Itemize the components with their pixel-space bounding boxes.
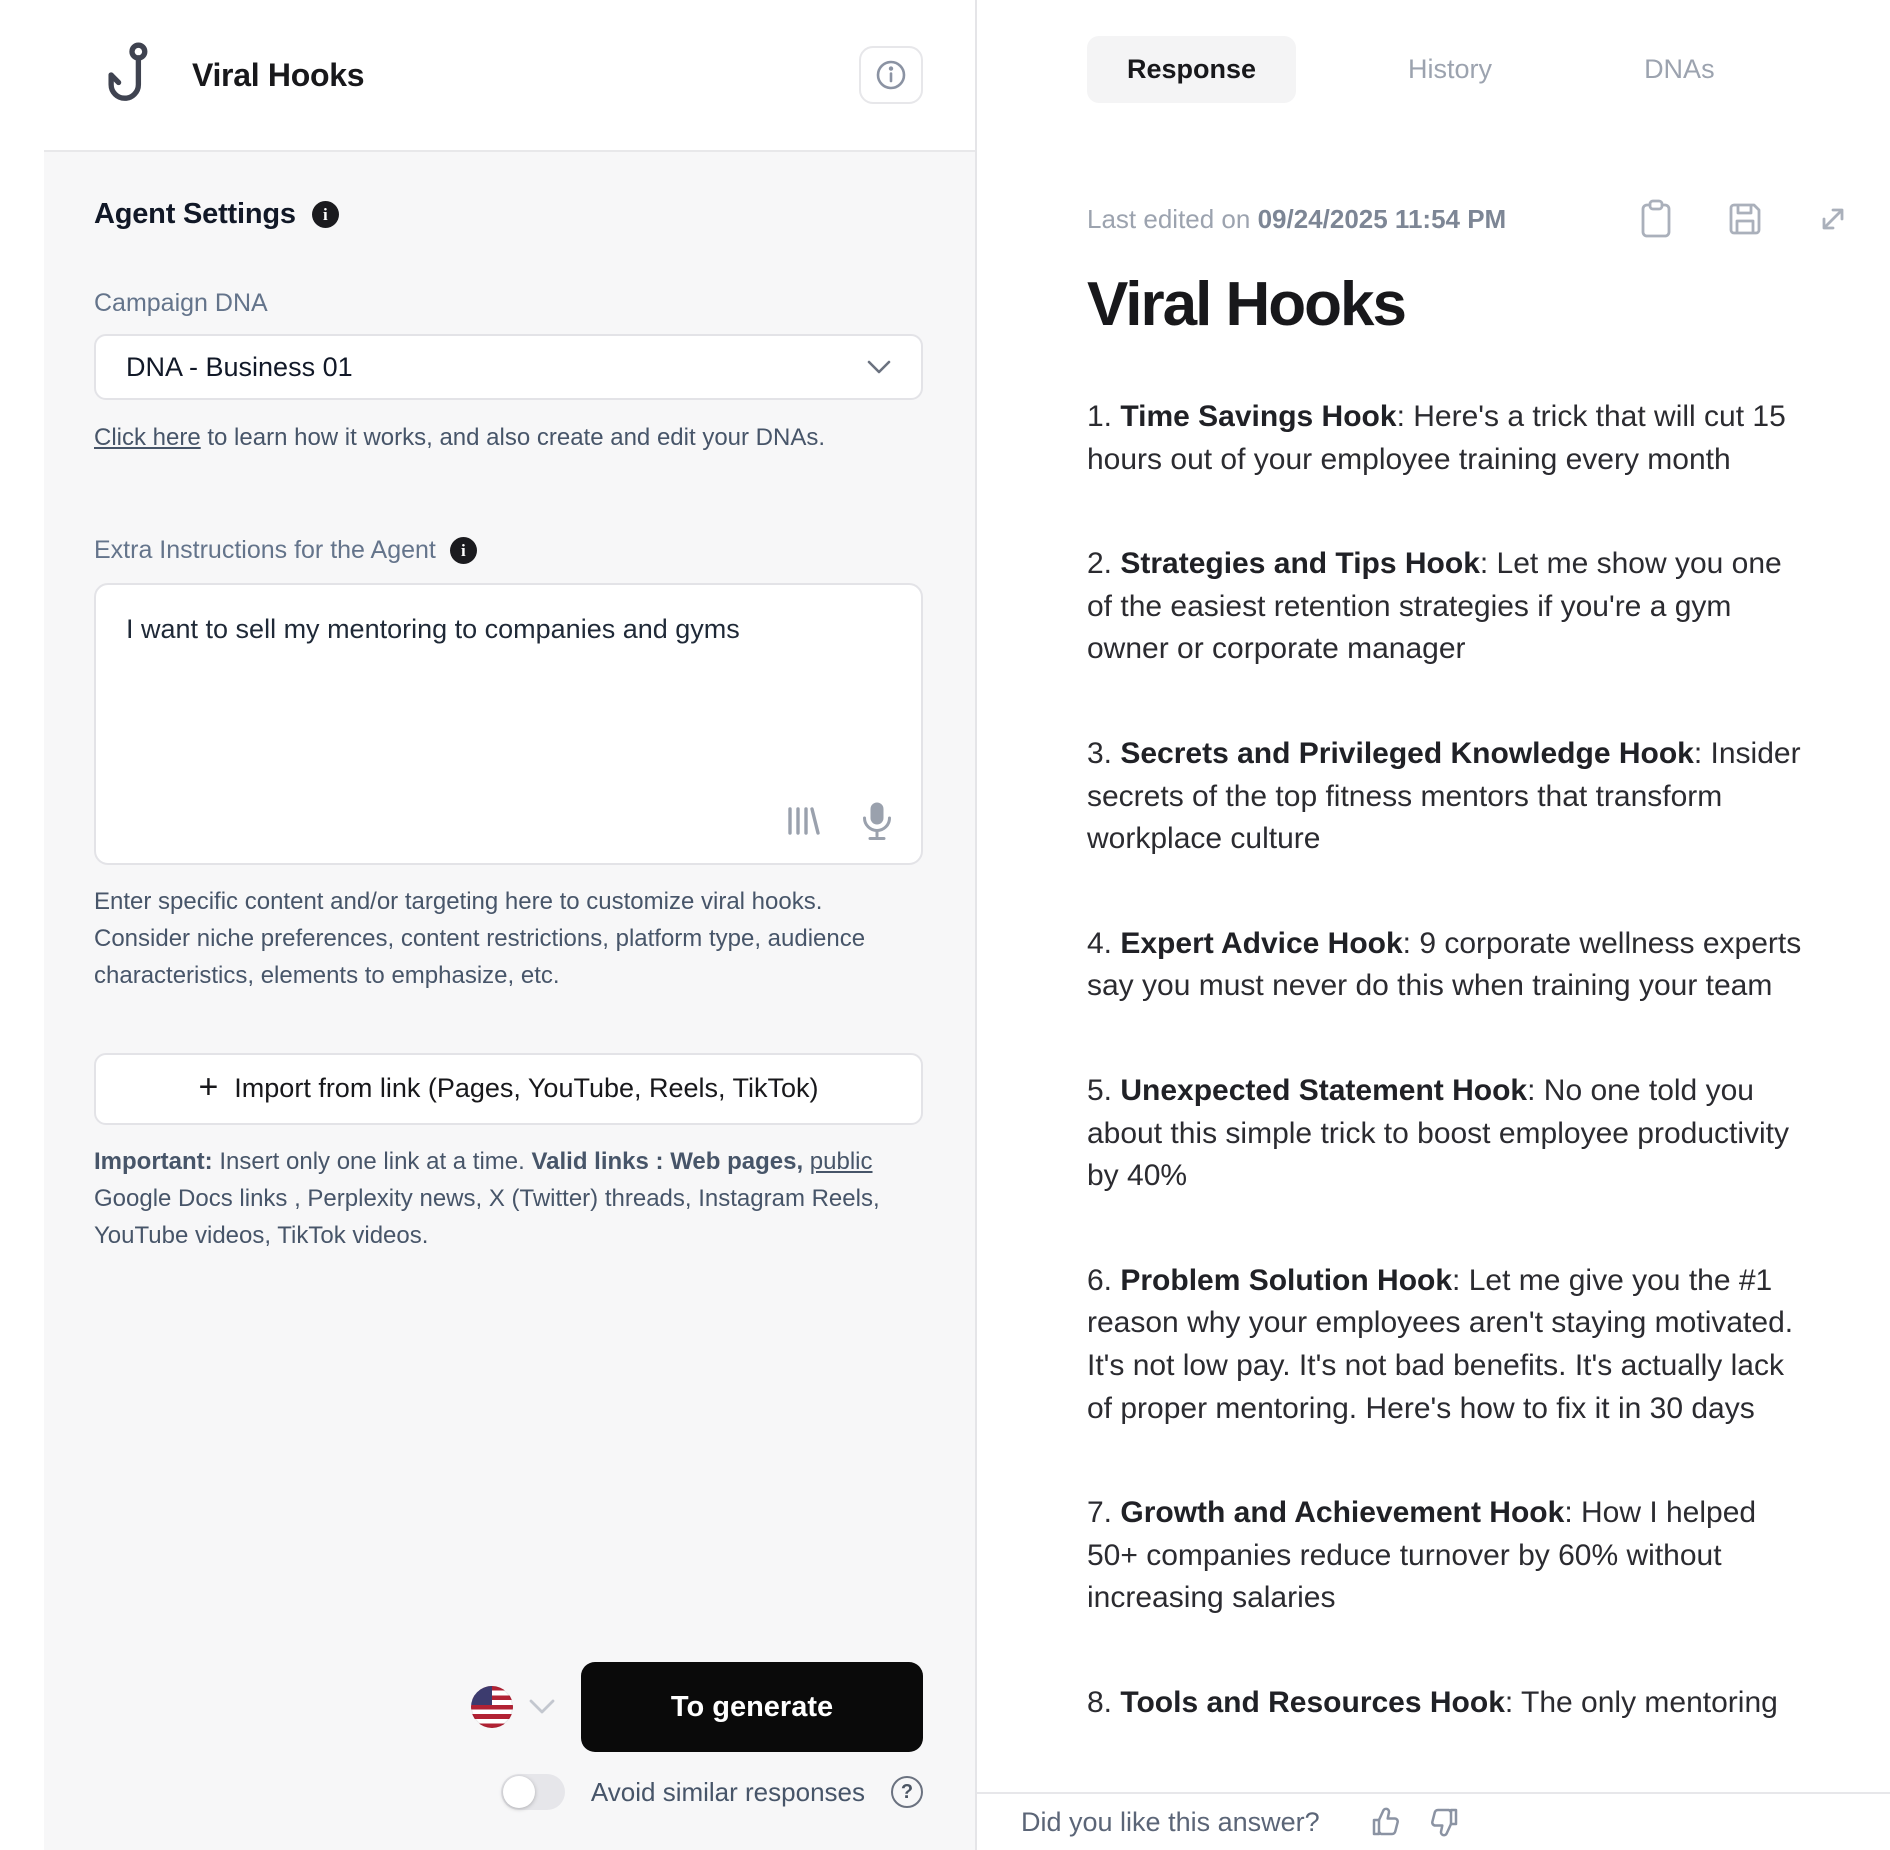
last-edited-text: Last edited on 09/24/2025 11:54 PM <box>1087 203 1507 234</box>
feedback-bar <box>977 1792 1890 1850</box>
response-title: Viral Hooks <box>1087 270 1406 339</box>
import-from-link-button[interactable]: + Import from link (Pages, YouTube, Reels, TikTok) <box>94 1053 923 1125</box>
us-flag-icon <box>471 1686 513 1728</box>
hook-item: 1. Time Savings Hook: Here's a trick that will cut 15 hours out of your employee training every month <box>1087 400 1786 476</box>
bottom-controls <box>94 1662 923 1820</box>
language-selector[interactable] <box>471 1686 555 1728</box>
hook-item: 3. Secrets and Privileged Knowledge Hook: Insider secrets of the top fitness mentors that transform workplace culture <box>1087 736 1801 856</box>
hook-item: 4. Expert Advice Hook: 9 corporate wellness experts say you must never do this when training your team <box>1087 926 1802 1003</box>
copy-clipboard-icon[interactable] <box>1638 199 1674 239</box>
hook-item: 2. Strategies and Tips Hook: Let me show you one of the easiest retention strategies if you're a gym owner or corporate manager <box>1087 547 1782 666</box>
panel-info-button[interactable] <box>859 46 923 104</box>
chevron-down-icon <box>867 360 891 375</box>
campaign-dna-label: Campaign DNA <box>94 289 268 317</box>
plus-icon: + <box>198 1067 219 1106</box>
meta-row <box>1087 199 1850 239</box>
avoid-similar-toggle[interactable] <box>501 1774 565 1810</box>
info-circle-icon <box>875 59 907 91</box>
feedback-question: Did you like this answer? <box>1021 1806 1320 1837</box>
extra-instructions-info-icon[interactable]: i <box>450 537 477 564</box>
text-library-icon[interactable] <box>787 806 821 836</box>
public-docs-link[interactable]: public <box>809 1147 873 1175</box>
app-title: Viral Hooks <box>192 56 365 93</box>
response-panel <box>977 0 1890 1850</box>
thumbs-down-icon[interactable] <box>1426 1806 1460 1838</box>
generate-button[interactable]: To generate <box>581 1662 923 1752</box>
chevron-down-icon <box>529 1699 555 1715</box>
campaign-dna-selected-value: DNA - Business 01 <box>126 351 353 382</box>
campaign-dna-select[interactable] <box>94 334 923 400</box>
click-here-link[interactable]: Click here <box>94 424 201 451</box>
extra-instructions-helper-text: Enter specific content and/or targeting here to customize viral hooks. Consider niche preferences, content restrictions, platform type, audience characteristics, elements to emphasize, etc. <box>94 888 866 990</box>
fishing-hook-logo-icon <box>106 42 158 108</box>
tab-dnas[interactable]: DNAs <box>1644 54 1715 84</box>
tab-history[interactable]: History <box>1408 54 1493 84</box>
left-header <box>0 0 975 150</box>
expand-icon[interactable] <box>1816 202 1850 236</box>
avoid-similar-label: Avoid similar responses <box>590 1776 865 1807</box>
section-info-icon[interactable]: i <box>312 201 339 228</box>
hook-item: 7. Growth and Achievement Hook: How I helped 50+ companies reduce turnover by 60% without increasing salaries <box>1087 1496 1757 1615</box>
agent-settings-card <box>44 150 975 1850</box>
extra-instructions-label: Extra Instructions for the Agent <box>94 536 436 564</box>
hook-item: 8. Tools and Resources Hook: The only mentoring <box>1087 1685 1778 1719</box>
microphone-icon[interactable] <box>861 801 893 841</box>
section-title: Agent Settings <box>94 198 296 230</box>
avoid-similar-help-icon[interactable]: ? <box>891 1776 923 1808</box>
dna-help-text: Click here to learn how it works, and also create and edit your DNAs. <box>94 424 826 451</box>
hook-item: 6. Problem Solution Hook: Let me give you the #1 reason why your employees aren't staying motivated. It's not low pay. It's not bad benefits. It's actually lack of proper mentoring. Here's how to fix it in 30 days <box>1087 1263 1794 1425</box>
save-icon[interactable] <box>1726 200 1764 238</box>
important-note: Important: Insert only one link at a time. Valid links : Web pages, public Google Docs links , Perplexity news, X (Twitter) threads, Instagram Reels, YouTube videos, TikTok videos. <box>94 1147 880 1249</box>
tabs-row <box>1087 36 1850 103</box>
extra-instructions-field-wrap <box>94 583 923 865</box>
hooks-list <box>1087 396 1803 1724</box>
tab-response[interactable]: Response <box>1087 36 1296 103</box>
thumbs-up-icon[interactable] <box>1370 1806 1404 1838</box>
hook-item: 5. Unexpected Statement Hook: No one told you about this simple trick to boost employee productivity by 40% <box>1087 1073 1789 1193</box>
